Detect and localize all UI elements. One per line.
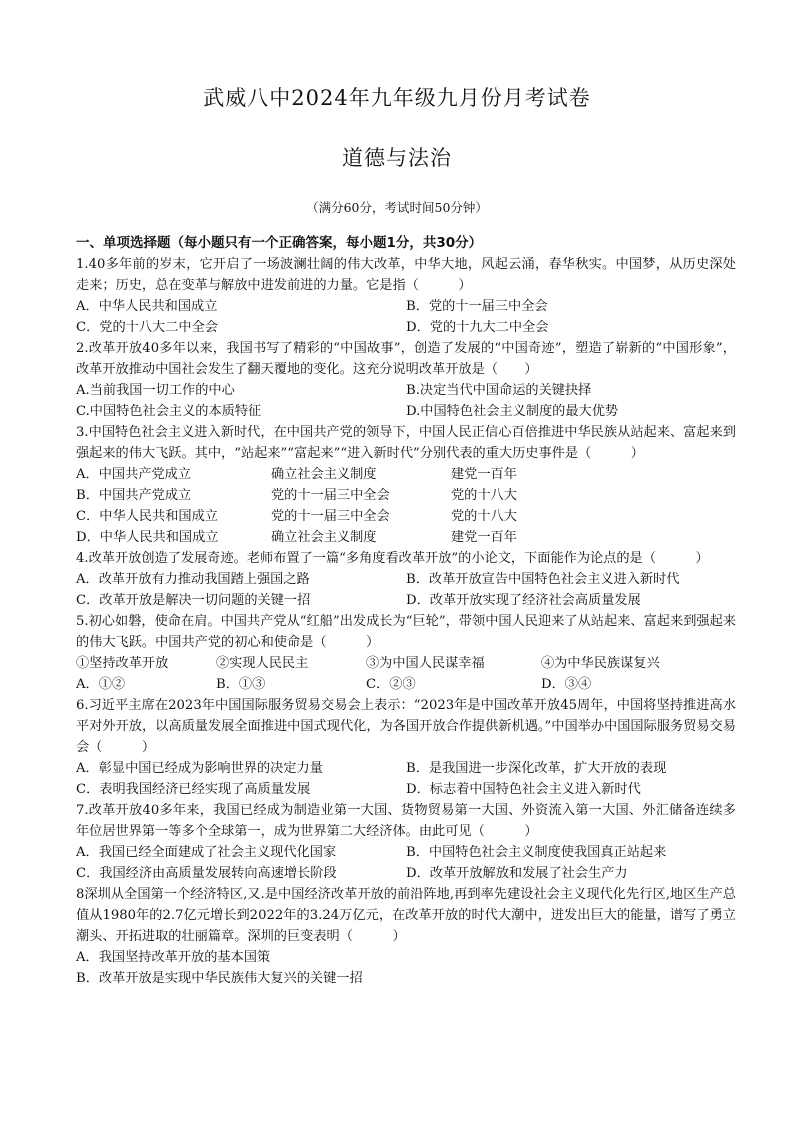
exam-title: 武威八中2024年九年级九月份月考试卷 [203,86,591,110]
option-d-col1: D．中华人民共和国成立 [76,530,219,545]
question-1 [76,254,736,338]
statement-3: ③为中国人民谋幸福 [366,656,485,671]
question-5 [76,611,736,695]
statement-1: ①坚持改革开放 [76,656,169,671]
option-a: A．彰显中国已经成为影响世界的决定力量 [76,761,323,776]
question-2 [76,338,736,422]
option-c: C．表明我国经济已经实现了高质量发展 [76,782,311,797]
option-b-col2: 党的十一届三中全会 [271,488,390,503]
option-c: C．改革开放是解决一切问题的关键一招 [76,593,311,608]
option-c: C．我国经济由高质量发展转向高速增长阶段 [76,866,337,881]
option-d: D．改革开放实现了经济社会高质量发展 [406,593,641,608]
option-a: A．①② [76,677,126,692]
question-stem: 3.中国特色社会主义进入新时代，在中国共产党的领导下，中国人民正信心百倍推进中华民族从站起来、富起来到强起来的伟大飞跃。其中，“站起来”“富起来”“进入新时代”分别代表的重大历史事件是（ ） [76,425,736,461]
option-b: B．中国特色社会主义制度使我国真正站起来 [406,845,667,860]
option-a: A．我国已经全面建成了社会主义现代化国家 [76,845,337,860]
option-d-col2: 确立社会主义制度 [271,530,377,545]
option-d: D．标志着中国特色社会主义进入新时代 [406,782,641,797]
question-stem: 5.初心如磐，使命在肩。中国共产党从“红船”出发成长为“巨轮”，带领中国人民迎来了从站起来、富起来到强起来的伟大飞跃。中国共产党的初心和使命是（ ） [76,614,736,650]
question-3 [76,422,736,548]
option-a-col1: A．中国共产党成立 [76,467,192,482]
option-a: A．改革开放有力推动我国踏上强国之路 [76,572,310,587]
option-a: A．中华人民共和国成立 [76,299,218,314]
option-a-col3: 建党一百年 [451,467,517,482]
option-b: B．①③ [216,677,266,692]
subject-title: 道德与法治 [342,146,452,170]
option-d: D．③④ [541,677,592,692]
exam-note: （满分60分，考试时间50分钟） [306,200,488,215]
option-d: D．改革开放解放和发展了社会生产力 [406,866,628,881]
exam-body [76,233,736,989]
question-stem: 1.40多年前的岁末，它开启了一场波澜壮阔的伟大改革，中华大地，风起云涌，春华秋实。中国梦，从历史深处走来；历史，总在变革与解放中进发前进的力量。它是指（ ） [76,257,736,293]
option-c: C.中国特色社会主义的本质特征 [76,404,262,419]
option-c-col1: C．中华人民共和国成立 [76,509,218,524]
option-b: B．是我国进一步深化改革，扩大开放的表现 [406,761,667,776]
option-b-col1: B．中国共产党成立 [76,488,192,503]
question-stem: 7.改革开放40多年来，我国已经成为制造业第一大国、货物贸易第一大国、外资流入第一大国、外汇储备连续多年位居世界第一等多个全球第一，成为世界第二大经济体。由此可见（ ） [76,803,736,839]
statement-4: ④为中华民族谋复兴 [541,656,660,671]
option-b: B．改革开放是实现中华民族伟大复兴的关键一招 [76,971,363,986]
question-4 [76,548,736,611]
option-d: D.中国特色社会主义制度的最大优势 [406,404,619,419]
option-d: D．党的十九大二中全会 [406,320,549,335]
question-stem: 6.习近平主席在2023年中国国际服务贸易交易会上表示：“2023年是中国改革开放45周年，中国将坚持推进高水平对外开放，以高质量发展全面推进中国式现代化，为各国开放合作提供新机遇。”中国举办中国国际服务贸易交易会（ ） [76,698,736,755]
question-7 [76,800,736,884]
option-b: B．党的十一届三中全会 [406,299,548,314]
section-heading: 一、单项选择题（每小题只有一个正确答案，每小题1分，共30分） [76,235,483,251]
question-stem: 4.改革开放创造了发展奇迹。老师布置了一篇“多角度看改革开放”的小论文，下面能作为论点的是（ ） [76,551,709,566]
option-a-col2: 确立社会主义制度 [271,467,377,482]
option-c: C．②③ [366,677,416,692]
option-b: B．改革开放宣告中国特色社会主义进入新时代 [406,572,680,587]
option-c-col2: 党的十一届三中全会 [271,509,390,524]
statement-2: ②实现人民民主 [216,656,309,671]
option-a: A.当前我国一切工作的中心 [76,383,235,398]
option-b: B.决定当代中国命运的关键抉择 [406,383,592,398]
option-a: A．我国坚持改革开放的基本国策 [76,950,271,965]
question-stem: 8深圳从全国第一个经济特区,又.是中国经济改革开放的前沿阵地,再到率先建设社会主义现代化先行区,地区生产总值从1980年的2.7亿元增长到2022年的3.24万亿元，在改革开放的时代大潮中，迸发出巨大的能量，谱写了勇立潮头、开拓进取的壮丽篇章。深圳的巨变表明（ ） [76,887,736,944]
option-c-col3: 党的十八大 [451,509,517,524]
question-stem: 2.改革开放40多年以来，我国书写了精彩的“中国故事”，创造了发展的“中国奇迹”，塑造了崭新的“中国形象”，改革开放推动中国社会发生了翻天覆地的变化。这充分说明改革开放是（ ） [76,341,736,377]
question-8 [76,884,736,989]
option-c: C．党的十八大二中全会 [76,320,218,335]
question-6 [76,695,736,800]
option-d-col3: 建党一百年 [451,530,517,545]
option-b-col3: 党的十八大 [451,488,517,503]
